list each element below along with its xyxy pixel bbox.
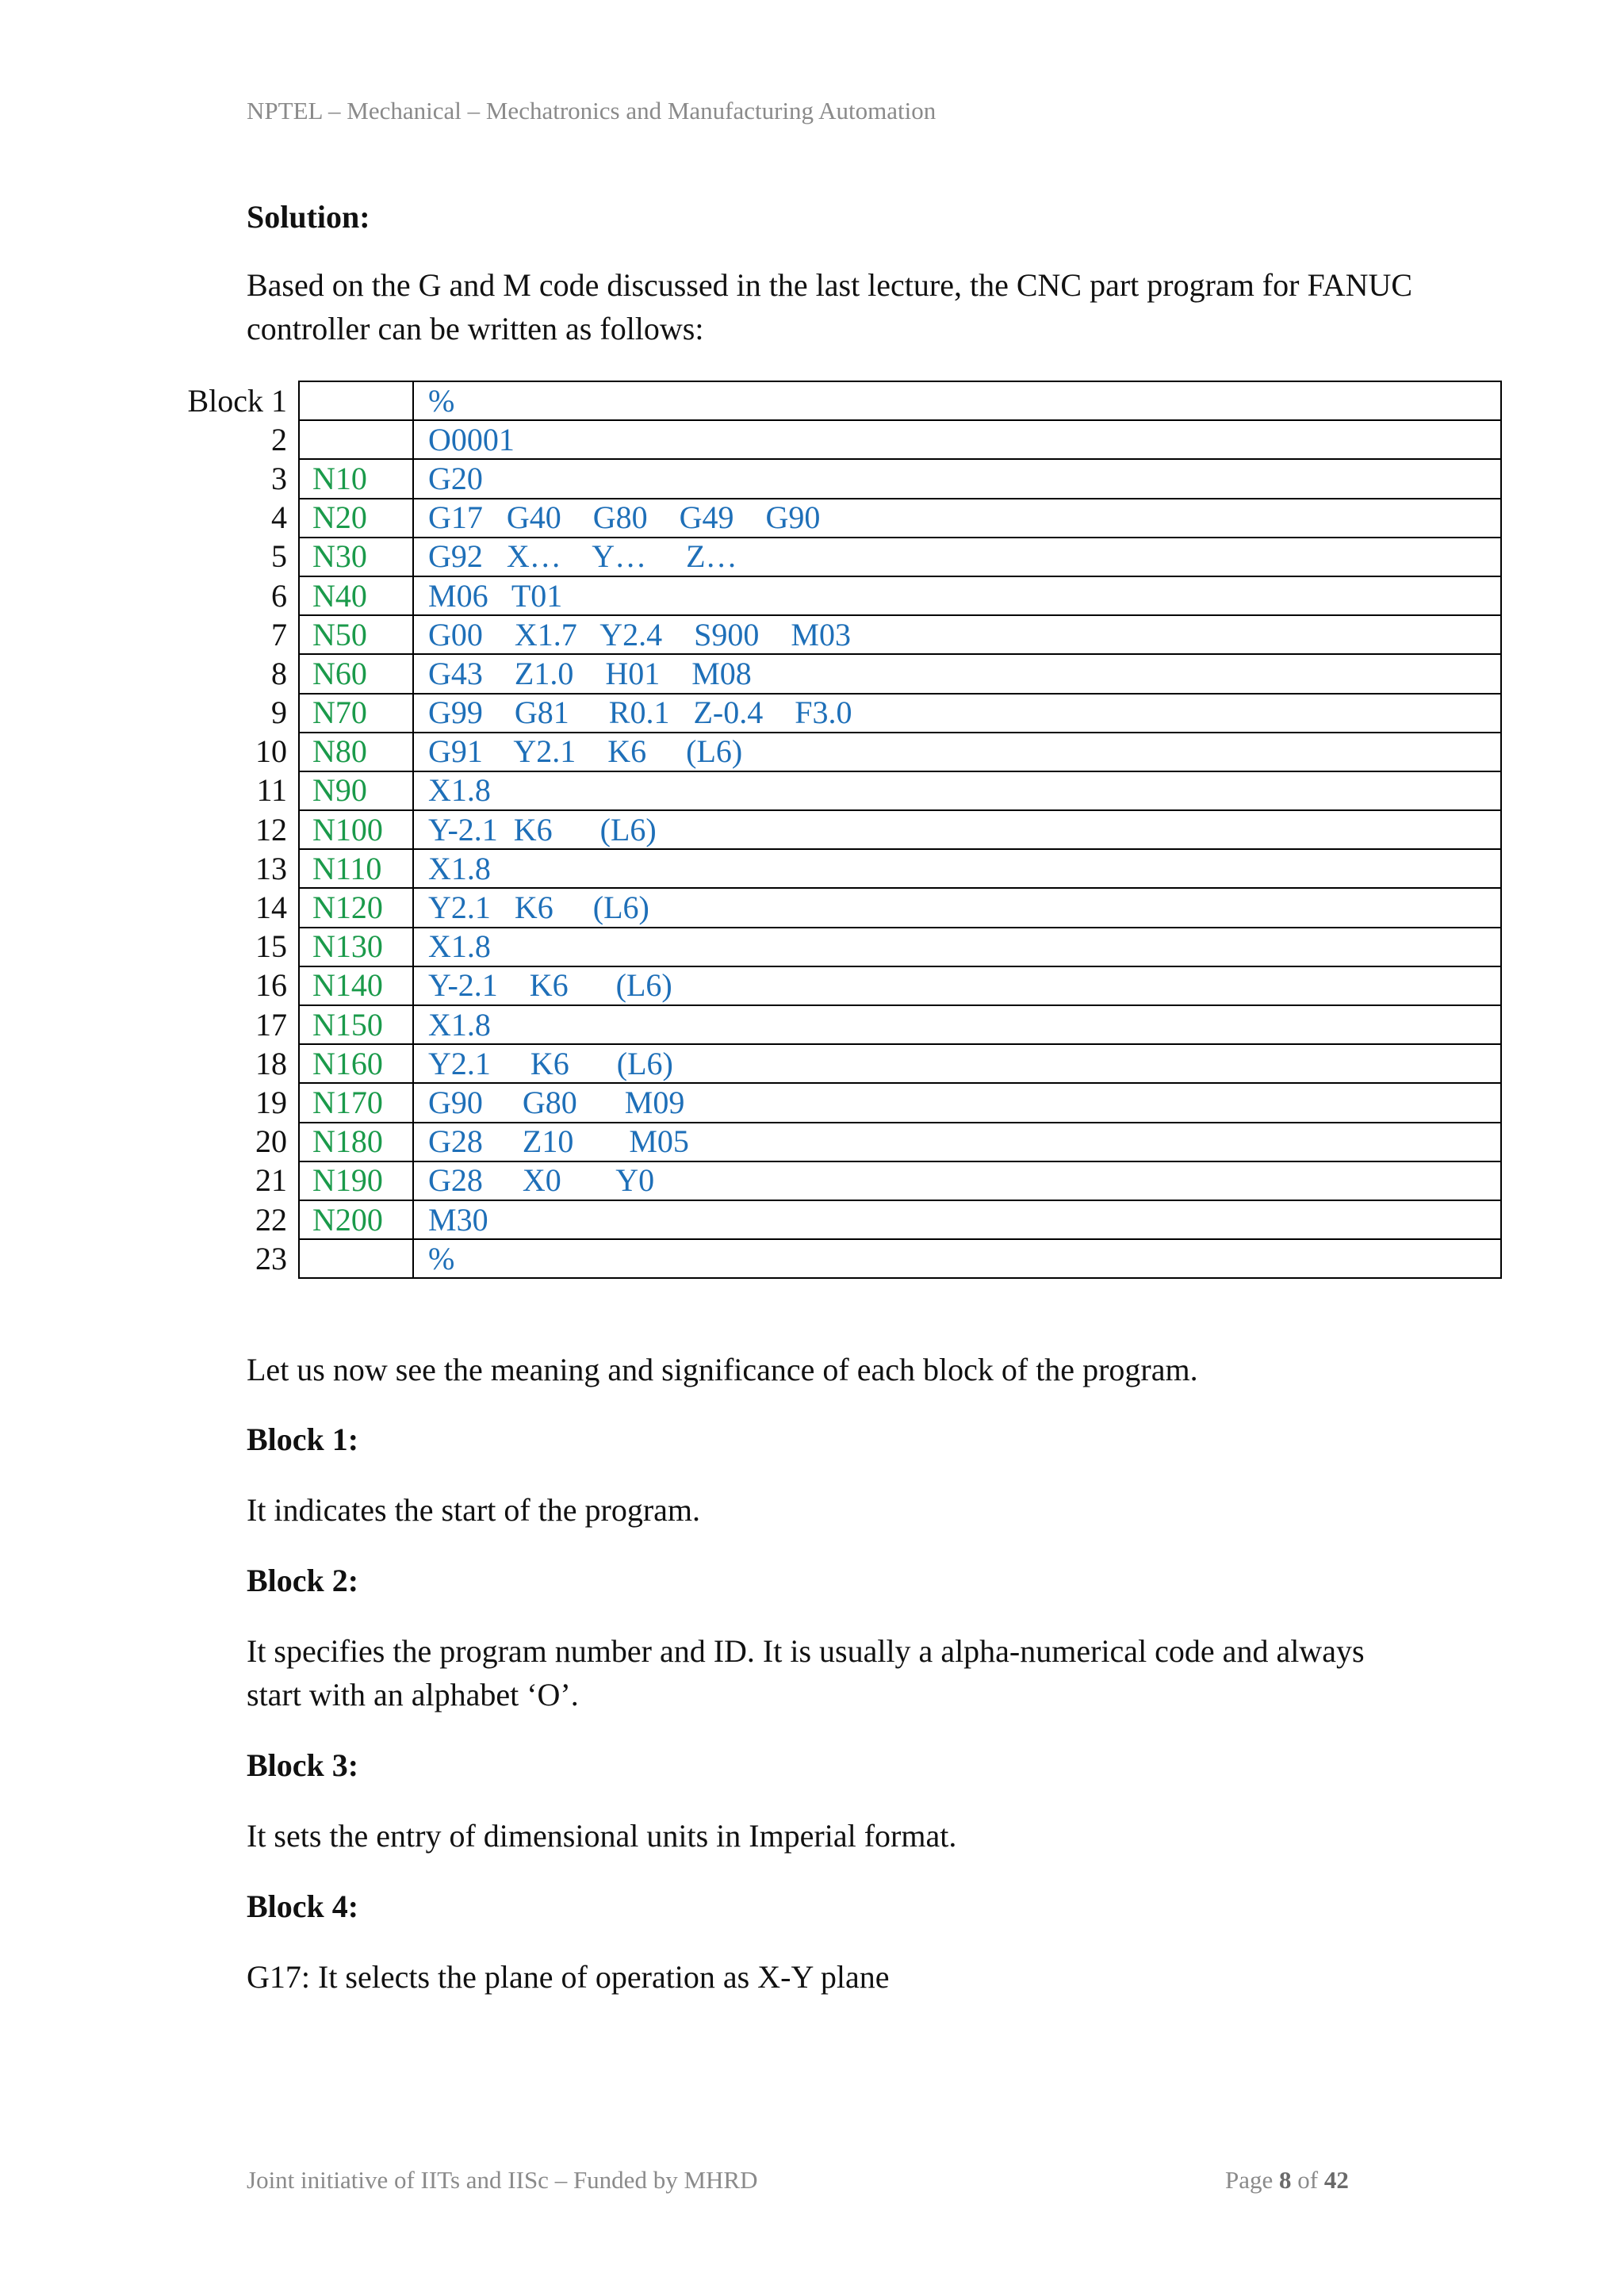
sequence-number: N150 <box>299 1005 413 1044</box>
sequence-number: N10 <box>299 459 413 498</box>
block-number: 22 <box>255 1201 287 1238</box>
program-row <box>168 733 1501 771</box>
sequence-number: N120 <box>299 888 413 927</box>
sequence-number: N100 <box>299 810 413 849</box>
sequence-number: N60 <box>299 654 413 693</box>
program-row <box>168 771 1501 810</box>
block-number: 15 <box>255 928 287 965</box>
program-code: Y-2.1 K6 (L6) <box>413 966 1501 1005</box>
program-code: O0001 <box>413 420 1501 459</box>
program-row <box>168 499 1501 538</box>
program-row <box>168 381 1501 420</box>
block-number: 2 <box>271 421 287 457</box>
block-number: 9 <box>271 695 287 731</box>
block-number: 19 <box>255 1084 287 1120</box>
block-number: 3 <box>271 460 287 496</box>
footer-credit: Joint initiative of IITs and IISc – Funded by MHRD <box>247 2166 758 2194</box>
sequence-number: N30 <box>299 538 413 576</box>
program-code: X1.8 <box>413 771 1501 810</box>
program-row <box>168 810 1501 849</box>
program-row <box>168 849 1501 888</box>
sequence-number: N50 <box>299 615 413 654</box>
program-row <box>168 694 1501 733</box>
block-number: 12 <box>255 811 287 848</box>
sequence-number: N200 <box>299 1200 413 1239</box>
sequence-number: N160 <box>299 1044 413 1083</box>
block-number: 6 <box>271 577 287 614</box>
block-number: 17 <box>255 1006 287 1043</box>
program-row <box>168 966 1501 1005</box>
intro-paragraph: Based on the G and M code discussed in the last lecture, the CNC part program for FANUC controller can be written as follows: <box>247 267 1413 346</box>
block-number: 16 <box>255 967 287 1004</box>
sequence-number: N40 <box>299 576 413 615</box>
block1-text: It indicates the start of the program. <box>247 1492 701 1528</box>
sequence-number <box>299 420 413 459</box>
program-code: Y2.1 K6 (L6) <box>413 888 1501 927</box>
block-number: 5 <box>271 538 287 575</box>
program-code: G17 G40 G80 G49 G90 <box>413 499 1501 538</box>
page-number: 8 <box>1279 2166 1292 2194</box>
program-code: X1.8 <box>413 1005 1501 1044</box>
cnc-program-table-body <box>168 381 1501 1278</box>
program-code: % <box>413 1239 1501 1278</box>
program-row <box>168 654 1501 693</box>
program-code: G92 X… Y… Z… <box>413 538 1501 576</box>
sequence-number: N190 <box>299 1161 413 1200</box>
program-row <box>168 1044 1501 1083</box>
program-row <box>168 420 1501 459</box>
block-number: 21 <box>255 1162 287 1199</box>
program-row <box>168 576 1501 615</box>
block-number: 13 <box>255 850 287 886</box>
block-number: 10 <box>255 733 287 770</box>
block3-heading: Block 3: <box>247 1747 359 1783</box>
program-row <box>168 1083 1501 1122</box>
page-of: of <box>1297 2166 1319 2194</box>
sequence-number: N20 <box>299 499 413 538</box>
block2-text: It specifies the program number and ID. It is usually a alpha-numerical code and always start with an alphabet ‘O’. <box>247 1633 1365 1712</box>
block-number: 20 <box>255 1123 287 1160</box>
sequence-number: N80 <box>299 733 413 771</box>
block-number: 14 <box>255 890 287 926</box>
program-code: G99 G81 R0.1 Z-0.4 F3.0 <box>413 694 1501 733</box>
program-row <box>168 538 1501 576</box>
sequence-number: N170 <box>299 1083 413 1122</box>
cnc-program-table <box>168 381 1502 1279</box>
block3-text: It sets the entry of dimensional units in Imperial format. <box>247 1818 957 1854</box>
program-row <box>168 1123 1501 1161</box>
program-code: X1.8 <box>413 928 1501 966</box>
sequence-number: N180 <box>299 1123 413 1161</box>
program-code: G00 X1.7 Y2.4 S900 M03 <box>413 615 1501 654</box>
program-row <box>168 928 1501 966</box>
program-code: Y-2.1 K6 (L6) <box>413 810 1501 849</box>
block-number: 7 <box>271 616 287 652</box>
program-code: Y2.1 K6 (L6) <box>413 1044 1501 1083</box>
block-number: 11 <box>256 772 287 809</box>
sequence-number: N70 <box>299 694 413 733</box>
block-number: 4 <box>271 499 287 536</box>
block4-text: G17: It selects the plane of operation as X-Y plane <box>247 1959 890 1995</box>
program-row <box>168 615 1501 654</box>
block4-heading: Block 4: <box>247 1888 359 1924</box>
block1-heading: Block 1: <box>247 1422 359 1457</box>
program-code: G90 G80 M09 <box>413 1083 1501 1122</box>
page-indicator <box>1225 2166 1349 2195</box>
sequence-number <box>299 1239 413 1278</box>
program-row <box>168 1161 1501 1200</box>
program-code: G28 X0 Y0 <box>413 1161 1501 1200</box>
program-code: G28 Z10 M05 <box>413 1123 1501 1161</box>
program-code: % <box>413 381 1501 420</box>
program-code: X1.8 <box>413 849 1501 888</box>
block-number: 18 <box>255 1045 287 1081</box>
program-code: G43 Z1.0 H01 M08 <box>413 654 1501 693</box>
block2-heading: Block 2: <box>247 1563 359 1598</box>
program-row <box>168 459 1501 498</box>
page-prefix: Page <box>1225 2166 1274 2194</box>
sequence-number: N90 <box>299 771 413 810</box>
sequence-number: N140 <box>299 966 413 1005</box>
program-code: M06 T01 <box>413 576 1501 615</box>
program-code: G91 Y2.1 K6 (L6) <box>413 733 1501 771</box>
solution-heading: Solution: <box>247 199 370 235</box>
block-number: 23 <box>255 1240 287 1276</box>
sequence-number: N130 <box>299 928 413 966</box>
page-total: 42 <box>1323 2166 1349 2194</box>
block-number: 8 <box>271 655 287 691</box>
block-number: Block 1 <box>187 382 287 419</box>
program-row <box>168 1005 1501 1044</box>
explanation-intro: Let us now see the meaning and significance of each block of the program. <box>247 1352 1198 1387</box>
sequence-number <box>299 381 413 420</box>
program-row <box>168 1200 1501 1239</box>
program-row <box>168 1239 1501 1278</box>
program-code: M30 <box>413 1200 1501 1239</box>
sequence-number: N110 <box>299 849 413 888</box>
program-code: G20 <box>413 459 1501 498</box>
page-header: NPTEL – Mechanical – Mechatronics and Manufacturing Automation <box>247 97 936 124</box>
program-row <box>168 888 1501 927</box>
